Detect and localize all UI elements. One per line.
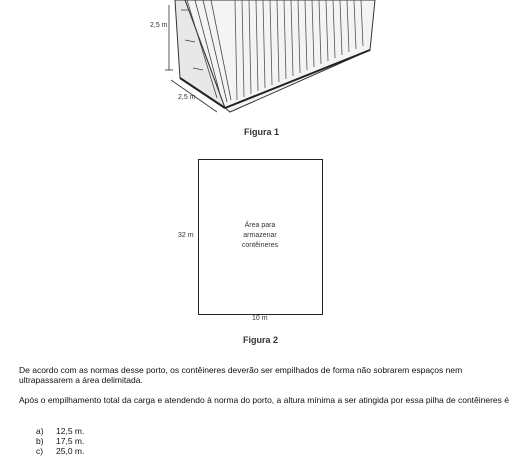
option-a-letter: a): [36, 426, 44, 436]
paragraph-2: Após o empilhamento total da carga e atendendo à norma do porto, a altura mínima a ser atingida por essa pilha de contêineres é: [19, 395, 509, 405]
paragraph-1: De acordo com as normas desse porto, os contêineres deverão ser empilhados de forma não sobrarem espaços nem ultrapassarem a área delimitada.: [19, 365, 463, 385]
area-label-line-1: Área para: [244, 222, 276, 229]
figure-1-caption: Figura 1: [244, 127, 280, 137]
figure-2-caption: Figura 2: [243, 335, 279, 345]
figure-2-height-label: 32 m: [178, 232, 194, 239]
option-b[interactable]: [36, 436, 84, 446]
figure-1-height-label: 2,5 m: [150, 22, 168, 29]
option-b-value: 17,5 m.: [56, 436, 85, 446]
option-a[interactable]: [36, 426, 84, 436]
option-c[interactable]: [36, 446, 84, 456]
option-c-value: 25,0 m.: [56, 446, 85, 456]
figure-1: [145, 0, 385, 125]
figure-2-width-label: 10 m: [252, 315, 268, 322]
option-c-letter: c): [36, 446, 44, 456]
area-label: [198, 221, 322, 251]
answer-options: [36, 426, 84, 456]
container-illustration: [145, 0, 385, 125]
area-label-line-3: contêineres: [241, 242, 279, 249]
option-a-value: 12,5 m.: [56, 426, 85, 436]
area-label-line-2: armazenar: [243, 232, 277, 239]
option-b-letter: b): [36, 436, 44, 446]
figure-1-width-label: 2,5 m: [178, 94, 196, 101]
